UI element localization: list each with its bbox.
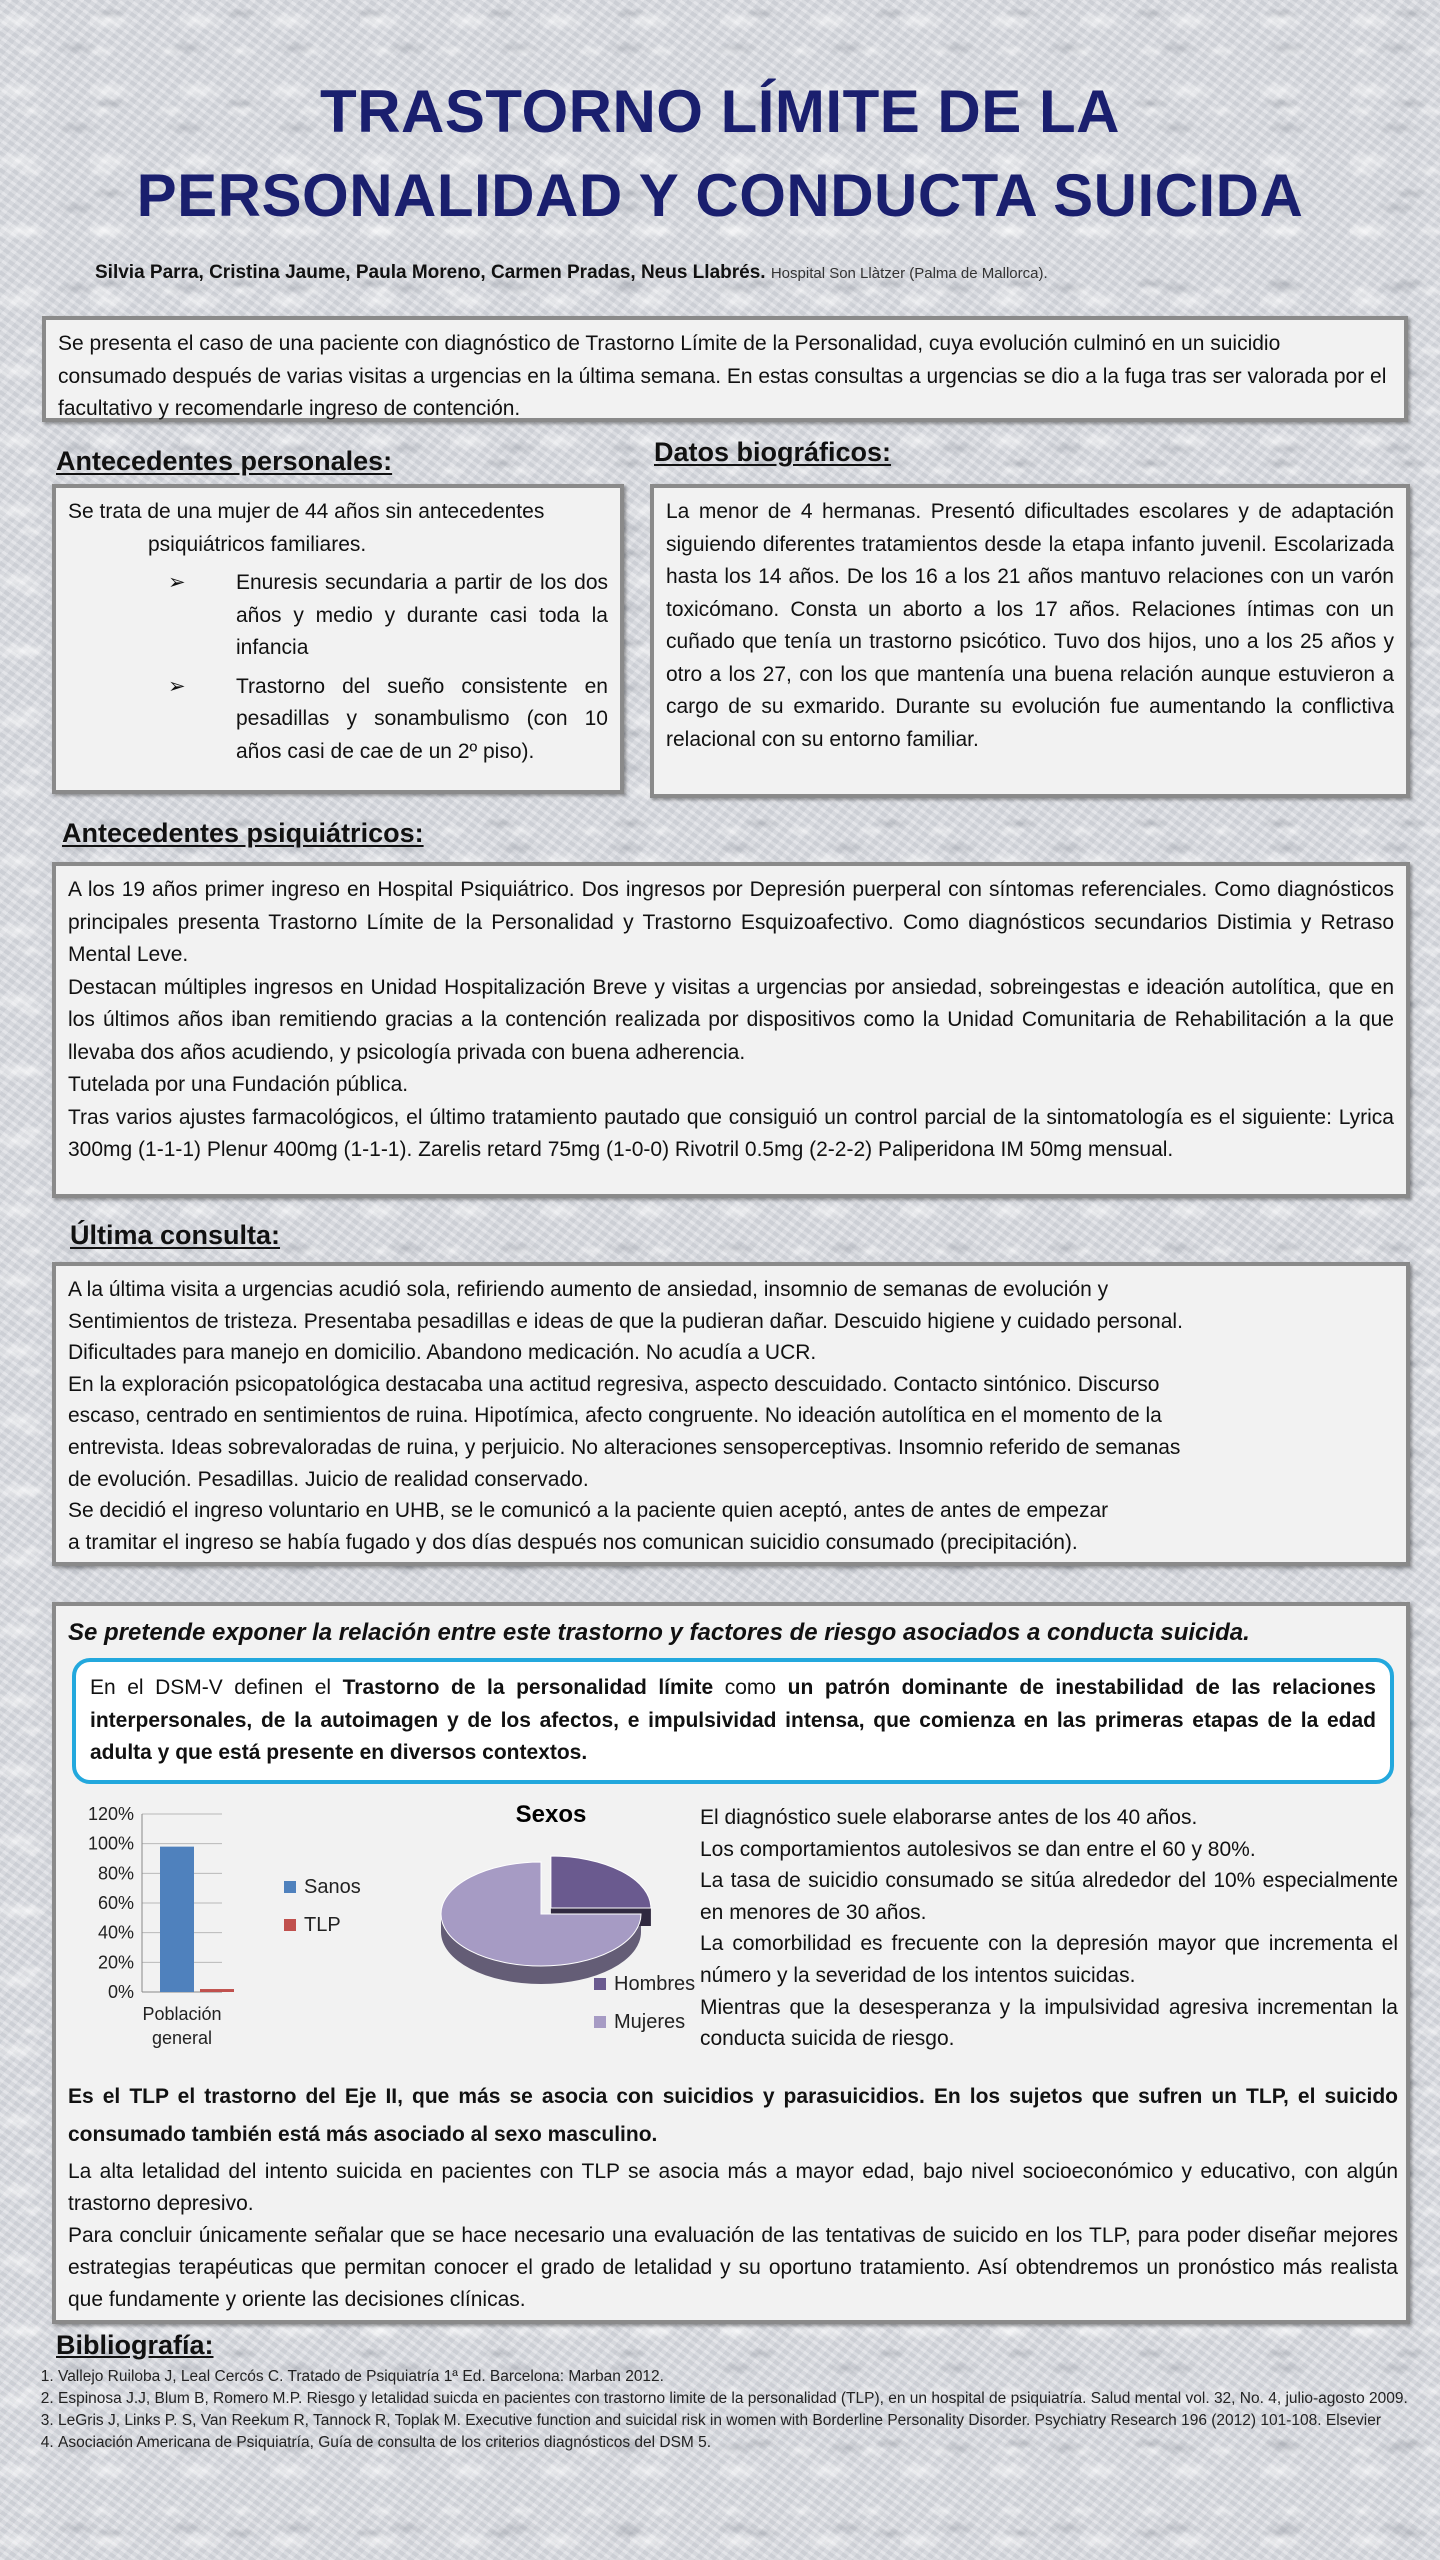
risk-heading: Se pretende exponer la relación entre este trastorno y factores de riesgo asociados a conducta suicida. [68,1619,1250,1646]
last-line: de evolución. Pesadillas. Juicio de realidad conservado. [68,1467,589,1491]
bold-conclusion: Es el TLP el trastorno del Eje II, que más se asocia con suicidios y parasuicidios. En los sujetos que sufren un TLP, el suicido consumado también está más asociado al sexo masculino. [68,2085,1398,2146]
author-names: Silvia Parra, Cristina Jaume, Paula Moreno, Carmen Pradas, Neus Llabrés. [95,262,766,283]
legend-swatch [594,1978,606,1990]
legend-label: TLP [304,1914,341,1936]
dsm-definition-box [72,1658,1394,1784]
psych-paragraph: Destacan múltiples ingresos en Unidad Hospitalización Breve y visitas a urgencias por ansiedad, sobreingestas e ideación autolítica, que en los últimos años iban remitiendo gracias a la contención realizada por dispositivos como la Unidad Comunitaria de Rehabilitación a la que llevaba dos años acudiendo, y psicología privada con buena adherencia. [68,975,1394,1064]
last-box [52,1262,1410,1566]
psych-paragraph: Tutelada por una Fundación pública. [68,1073,409,1096]
y-tick-label: 100% [87,1833,134,1854]
psych-paragraph: Tras varios ajustes farmacológicos, el último tratamiento pautado que consiguió un control parcial de la sintomatología es el siguiente: Lyrica 300mg (1-1-1) Plenur 400mg (1-1-1). Zarelis retard 75mg (1-0-0) Rivotril 0.5mg (2-2-2) Paliperidona IM 50mg mensual. [68,1105,1394,1161]
bar-chart-categories [142,2004,221,2048]
fact-line: El diagnóstico suele elaborarse antes de los 40 años. [700,1806,1198,1829]
risk-box [52,1602,1410,2324]
last-line: A la última visita a urgencias acudió sola, refiriendo aumento de ansiedad, insomnio de semanas de evolución y [68,1278,1109,1301]
title-line-1: TRASTORNO LÍMITE DE LA [320,78,1120,145]
last-line: En la exploración psicopatológica destacaba una actitud regresiva, aspecto descuidado. Contacto sintónico. Discurso [68,1372,1160,1396]
bar-sanos [160,1847,194,1992]
pie-slice-hombres [551,1856,651,1908]
legend-swatch [284,1919,296,1931]
risk-facts [700,1802,1398,2055]
fact-line: Mientras que la desesperanza y la impulsividad agresiva incrementan la conducta suicida de riesgo. [700,1995,1398,2051]
fact-line: La comorbilidad es frecuente con la depresión mayor que incrementa el número y la severidad de los intentos suicidas. [700,1932,1398,1987]
bibliography-item: 2. Espinosa J.J, Blum B, Romero M.P. Riesgo y letalidad suicda en pacientes con trastorno limite de la personalidad (TLP), en un hospital de psiquiatría. Salud mental vol. 32, No. 4, julio-agosto 2009. [58,2388,1408,2410]
title-line-2: PERSONALIDAD Y CONDUCTA SUICIDA [136,162,1304,229]
pie-chart-title: Sexos [515,1801,587,1828]
bibliography-list [38,2366,1408,2454]
legend-swatch [284,1881,296,1893]
dsm-text: como [713,1676,788,1699]
bio-text: La menor de 4 hermanas. Presentó dificultades escolares y de adaptación siguiendo diferentes tratamientos desde la etapa infanto juvenil. Escolarizada hasta los 14 años. De los 16 a los 21 años mantuvo relaciones con un varón toxicómano. Consta un aborto a los 17 años. Relaciones íntimas con un cuñado que tenía un trastorno psicótico. Tuvo dos hijos, uno a los 25 años y otro a los 27, con los que mantenía una buena relación aunque estuvieron a cargo de su exmarido. Durante su evolución fue aumentando la conflictiva relacional con su entorno familiar. [666,500,1394,751]
psych-paragraph: A los 19 años primer ingreso en Hospital Psiquiátrico. Dos ingresos por Depresión puerperal con síntomas referenciales. Como diagnósticos principales presenta Trastorno Límite de la Personalidad y Trastorno Esquizoafectivo. Como diagnósticos secundarios Distimia y Retraso Mental Leve. [68,878,1394,966]
dsm-term: Trastorno de la personalidad límite [342,1676,714,1699]
fact-line: Los comportamientos autolesivos se dan entre el 60 y 80%. [700,1837,1256,1861]
y-tick-label: 120% [87,1804,134,1824]
bio-heading: Datos biográficos: [654,437,892,467]
bibliography [38,2366,1408,2454]
intro-text: Se presenta el caso de una paciente con diagnóstico de Trastorno Límite de la Personalidad, cuya evolución culminó en un suicidio consumado después de varias visitas a urgencias en la última semana. En estas consultas a urgencias se dio a la fuga tras ser valorada por el facultativo y recomendarle ingreso de contención. [58,332,1387,420]
psych-box [52,862,1410,1198]
last-line: Dificultades para manejo en domicilio. Abandono medicación. No acudía a UCR. [68,1341,817,1365]
y-tick-label: 80% [97,1863,134,1884]
dsm-definition: un patrón dominante de inestabilidad de las relaciones interpersonales, de la autoimagen y de los afectos, e impulsividad intensa, que comienza en las primeras etapas de la edad adulta y que está presente en diversos contextos. [90,1676,1376,1764]
last-line: a tramitar el ingreso se había fugado y dos días después nos comunican suicidio consumado (precipitación). [68,1530,1078,1554]
bibliography-heading: Bibliografía: [56,2330,214,2360]
arrow-bullet-icon: ➢ [168,571,186,594]
page-title [0,70,1440,238]
last-line: Sentimientos de tristeza. Presentaba pesadillas e ideas de que la pudieran dañar. Descuido higiene y cuidado personal. [68,1309,1183,1333]
list-item: ➢ Trastorno del sueño consistente en pesadillas y sonambulismo (con 10 años casi de cae de un 2º piso). [68,671,608,769]
legend-swatch [594,2016,606,2028]
category-label: general [151,2028,213,2048]
personal-box [52,484,624,794]
y-tick-label: 0% [107,1982,134,2002]
intro-box [42,316,1408,422]
personal-line-2: psiquiátricos familiares. [148,532,367,556]
risk-conclusion [68,2078,1398,2316]
y-tick-label: 40% [97,1922,134,1943]
pie-chart-slices [441,1856,651,1984]
legend-label: Hombres [614,1973,696,1995]
dsm-text: En el DSM-V definen el [90,1676,343,1699]
last-line: escaso, centrado en sentimientos de ruina. Hipotímica, afecto congruente. No ideación autolítica en el momento de la [68,1404,1162,1428]
bar-chart-y-ticks [88,1804,134,2002]
last-line: Se decidió el ingreso voluntario en UHB, se le comunicó a la paciente quien aceptó, antes de antes de empezar [68,1499,1109,1523]
y-tick-label: 60% [97,1893,134,1913]
hospital-name: Hospital Son Llàtzer (Palma de Mallorca). [770,265,1048,282]
pie-chart-legend [594,1973,695,2033]
personal-heading: Antecedentes personales: [56,446,393,476]
last-line: entrevista. Ideas sobrevaloradas de ruina, y perjuicio. No alteraciones sensoperceptivas. Insomnio referido de semanas [68,1435,1181,1459]
personal-list [68,567,608,768]
bar-chart-legend [284,1876,361,1936]
letality-paragraph: La alta letalidad del intento suicida en pacientes con TLP se asocia más a mayor edad, bajo nivel socioeconómico y educativo, con algún trastorno depresivo. [68,2160,1398,2215]
category-label: Población [142,2004,222,2024]
bio-box [650,484,1410,798]
conclusion-paragraph: Para concluir únicamente señalar que se hace necesario una evaluación de las tentativas de suicido en los TLP, para poder diseñar mejores estrategias terapéuticas que permitan conocer el grado de letalidad y su oportuno tratamiento. Así obtendremos un pronóstico más realista que fundamente y oriente las decisiones clínicas. [68,2224,1398,2311]
list-item: ➢ Enuresis secundaria a partir de los dos años y medio y durante casi toda la infancia [68,567,608,665]
legend-label: Mujeres [614,2011,686,2033]
bibliography-item: 4. Asociación Americana de Psiquiatría, Guía de consulta de los criterios diagnósticos del DSM 5. [58,2432,1408,2454]
personal-line-1: Se trata de una mujer de 44 años sin antecedentes [68,500,545,523]
y-tick-label: 20% [97,1952,134,1973]
last-heading: Última consulta: [70,1220,281,1250]
bar-chart [62,1792,362,2076]
arrow-bullet-icon: ➢ [168,674,186,698]
authors [95,262,1048,284]
bar-tlp [200,1989,234,1992]
legend-label: Sanos [304,1876,361,1898]
bibliography-item: 3. LeGris J, Links P. S, Van Reekum R, Tannock R, Toplak M. Executive function and suicidal risk in women with Borderline Personality Disorder. Psychiatry Research 196 (2012) 101-108. Elsevier [58,2410,1408,2432]
pie-chart [376,1792,716,2042]
fact-line: La tasa de suicidio consumado se sitúa alrededor del 10% especialmente en menores de 30 años. [700,1869,1398,1924]
bar-chart-bars [160,1847,234,1992]
psych-heading: Antecedentes psiquiátricos: [62,818,424,848]
bibliography-item: 1. Vallejo Ruiloba J, Leal Cercós C. Tratado de Psiquiatría 1ª Ed. Barcelona: Marban 2012. [58,2366,1408,2388]
